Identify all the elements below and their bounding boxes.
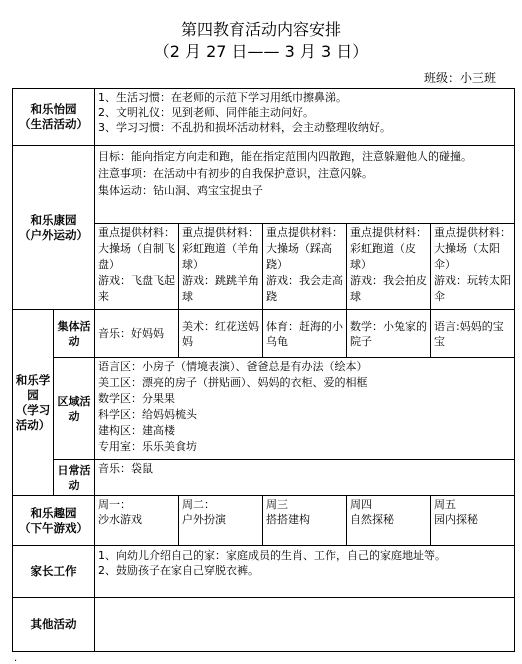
collective-cell-5 <box>431 310 515 358</box>
parents-header: 家长工作 <box>13 546 95 598</box>
parents-content <box>95 546 515 598</box>
collective-3: 体育：赶海的小乌龟 <box>266 319 343 348</box>
collective-cell-3 <box>263 310 347 358</box>
other-content <box>95 598 515 652</box>
afternoon-day-5-label: 周五 <box>434 498 456 511</box>
afternoon-day-1-activity: 沙水游戏 <box>98 513 142 526</box>
study-daily-row <box>13 460 515 496</box>
afternoon-header <box>13 496 95 546</box>
outdoor-header <box>13 146 95 310</box>
life-line-1: 1、生活习惯：在老师的示范下学习用纸巾擦鼻涕。 <box>98 91 347 104</box>
parents-row <box>13 546 515 598</box>
afternoon-day-3 <box>263 496 347 546</box>
afternoon-day-3-activity: 搭搭建构 <box>266 513 310 526</box>
parents-line-1: 1、向幼儿介绍自己的家：家庭成员的生肖、工作，自己的家庭地址等。 <box>98 549 446 562</box>
life-line-2: 2、文明礼仪：见到老师、同伴能主动问好。 <box>98 106 314 119</box>
study-header <box>13 310 54 496</box>
daily-content <box>95 460 515 496</box>
afternoon-header-text: 和乐趣园 （下午游戏） <box>19 505 88 535</box>
collective-cell-2 <box>179 310 263 358</box>
area-content <box>95 358 515 460</box>
outdoor-day-2 <box>179 224 263 310</box>
area-2: 美工区：漂亮的房子（拼贴画）、妈妈的衣柜、爱的相框 <box>98 376 368 389</box>
afternoon-day-2 <box>179 496 263 546</box>
afternoon-day-4 <box>347 496 431 546</box>
area-6: 专用室：乐乐美食坊 <box>98 440 197 453</box>
collective-label: 集体活动 <box>54 310 95 358</box>
outdoor-day-5-game: 游戏：玩转太阳伞 <box>434 274 511 303</box>
afternoon-day-2-activity: 户外扮演 <box>182 513 226 526</box>
other-header: 其他活动 <box>13 598 95 652</box>
daily-activity: 音乐：袋鼠 <box>98 462 153 475</box>
area-4: 科学区：给妈妈梳头 <box>98 408 197 421</box>
page-dot: . <box>14 653 18 664</box>
outdoor-goal: 目标：能向指定方向走和跑，能在指定范围内四散跑，注意躲避他人的碰撞。 <box>98 150 472 163</box>
outdoor-day-3 <box>263 224 347 310</box>
afternoon-day-1-label: 周一： <box>98 498 131 511</box>
other-row <box>13 598 515 652</box>
class-label: 班级：小三班 <box>423 71 496 85</box>
study-area-row <box>13 358 515 460</box>
area-5: 建构区：建高楼 <box>98 424 175 437</box>
life-line-3: 3、学习习惯：不乱扔和损坏活动材料，会主动整理收纳好。 <box>98 121 391 134</box>
outdoor-day-1-material: 重点提供材料：大操场（自制飞盘） <box>98 226 175 271</box>
collective-1: 音乐：好妈妈 <box>98 327 164 340</box>
afternoon-day-2-label: 周二： <box>182 498 215 511</box>
area-1: 语言区：小房子（情境表演）、爸爸总是有办法（绘本） <box>98 360 368 373</box>
outdoor-info <box>95 146 515 224</box>
outdoor-day-4 <box>347 224 431 310</box>
outdoor-day-5-material: 重点提供材料：大操场（太阳伞） <box>434 226 511 271</box>
schedule-table <box>12 88 515 652</box>
collective-5: 语言:妈妈的宝宝 <box>434 319 504 348</box>
outdoor-day-1 <box>95 224 179 310</box>
afternoon-day-4-activity: 自然探秘 <box>350 513 394 526</box>
outdoor-day-2-material: 重点提供材料：彩虹跑道（羊角球） <box>182 226 259 271</box>
life-row <box>13 89 515 146</box>
area-label: 区域活动 <box>54 358 95 460</box>
outdoor-group: 集体运动：钻山洞、鸡宝宝捉虫子 <box>98 184 263 197</box>
collective-2: 美术：红花送妈妈 <box>182 319 259 348</box>
study-collective-row <box>13 310 515 358</box>
afternoon-day-5 <box>431 496 515 546</box>
afternoon-day-3-label: 周三 <box>266 498 288 511</box>
collective-cell-4 <box>347 310 431 358</box>
outdoor-day-5 <box>431 224 515 310</box>
afternoon-day-5-activity: 园内探秘 <box>434 513 478 526</box>
outdoor-day-3-material: 重点提供材料：大操场（踩高跷） <box>266 226 343 271</box>
outdoor-day-4-game: 游戏：我会拍皮球 <box>350 274 427 303</box>
outdoor-day-2-game: 游戏：跳跳羊角球 <box>182 274 259 303</box>
collective-cell-1 <box>95 310 179 358</box>
outdoor-day-4-material: 重点提供材料：彩虹跑道（皮球） <box>350 226 427 271</box>
parents-line-2: 2、鼓励孩子在家自己穿脱衣裤。 <box>98 564 259 577</box>
outdoor-header-text: 和乐康园 （户外运动） <box>19 212 88 242</box>
outdoor-info-row <box>13 146 515 224</box>
life-content <box>95 89 515 146</box>
outdoor-note: 注意事项：在活动中有初步的自我保护意识，注意闪躲。 <box>98 167 373 180</box>
study-header-text: 和乐学园 （学习活动） <box>15 372 51 432</box>
life-header-text: 和乐怡园 （生活活动） <box>19 102 88 131</box>
afternoon-day-4-label: 周四 <box>350 498 372 511</box>
outdoor-day-3-game: 游戏：我会走高跷 <box>266 274 343 303</box>
collective-4: 数学：小兔家的院子 <box>350 319 427 348</box>
daily-label: 日常活动 <box>54 460 95 496</box>
page-title: 第四教育活动内容安排 <box>180 20 341 39</box>
outdoor-day-1-game: 游戏：飞盘飞起来 <box>98 274 175 303</box>
afternoon-row <box>13 496 515 546</box>
area-3: 数学区：分果果 <box>98 392 175 405</box>
afternoon-day-1 <box>95 496 179 546</box>
date-range: （2 月 27 日—— 3 月 3 日） <box>153 42 369 61</box>
life-header <box>13 89 95 146</box>
